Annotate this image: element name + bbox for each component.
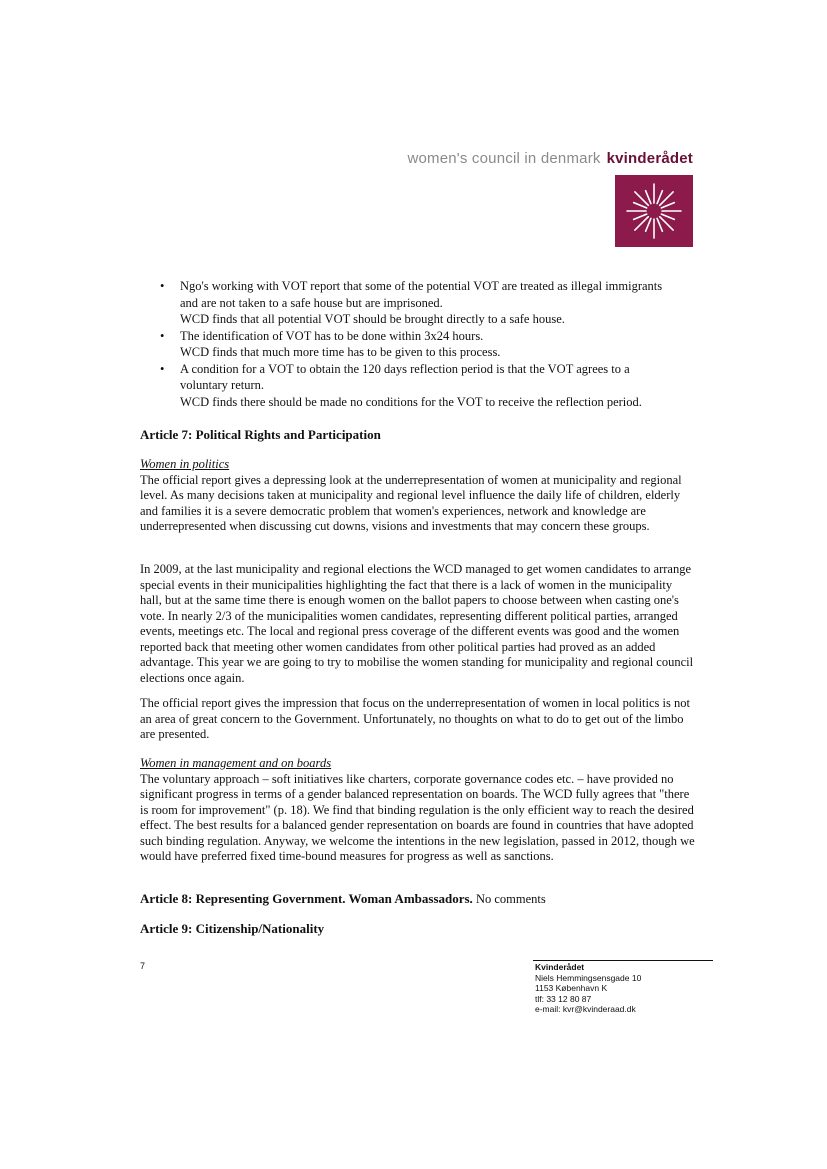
sunburst-ray bbox=[657, 191, 662, 204]
list-item bbox=[160, 328, 680, 361]
sunburst-ray bbox=[657, 218, 662, 231]
bullet-icon: • bbox=[160, 361, 165, 376]
bullet-text: A condition for a VOT to obtain the 120 days reflection period is that the VOT agrees to a voluntary return. bbox=[180, 361, 630, 392]
bullet-finding: WCD finds that much more time has to be given to this process. bbox=[180, 345, 501, 359]
sunburst-ray bbox=[661, 203, 674, 208]
article-9 bbox=[140, 921, 695, 937]
paragraph: In 2009, at the last municipality and regional elections the WCD managed to get women candidates to arrange special events in their municipalities highlighting the fact that there is a lack of women in the municipality hall, but at the same time there is enough women on the ballot papers to choose between when casting one's vote. In nearly 2/3 of the municipalities women candidates, representing different political parties, arranged events, meetings etc. The local and regional press coverage of the different events was good and the women reported back that meeting other women candidates from other political parties had proved as an added advantage. This year we are going to try to mobilise the women standing for municipality and regional council elections once again. bbox=[140, 562, 694, 685]
sunburst-ray bbox=[661, 214, 674, 219]
bullet-icon: • bbox=[160, 279, 165, 293]
bullet-finding: WCD finds there should be made no conditions for the VOT to receive the reflection period. bbox=[180, 394, 642, 409]
article-7-heading bbox=[140, 427, 695, 443]
footer-street: Niels Hemmingsensgade 10 bbox=[535, 972, 642, 983]
organization-header bbox=[0, 150, 693, 167]
sunburst-ray bbox=[646, 218, 651, 231]
sunburst-ray bbox=[634, 203, 647, 208]
kvinderadet-logo bbox=[615, 175, 693, 247]
subheading-women-in-management: Women in management and on boards bbox=[140, 756, 332, 770]
paragraph: The official report gives a depressing look at the underrepresentation of women at municipality and regional level. As many decisions taken at municipality and regional level influence the daily life of children, elderly and families it is a severe democratic problem that women's experiences, network and knowledge are underrepresented when discussing cut downs, visions and investments that may concern these groups. bbox=[140, 472, 682, 533]
bullet-finding: WCD finds that all potential VOT should be brought directly to a safe house. bbox=[180, 312, 565, 326]
paragraph: The official report gives the impression that focus on the underrepresentation of women in local politics is not an area of great concern to the Government. Unfortunately, no thoughts on what to do to get out of the limbo are presented. bbox=[140, 696, 690, 741]
article-7-body bbox=[140, 457, 695, 535]
no-comments-text: No comments bbox=[472, 892, 546, 906]
article-7-government bbox=[140, 696, 695, 743]
sunburst-icon bbox=[615, 175, 693, 247]
bullet-icon: • bbox=[160, 328, 165, 343]
section-heading: Article 9: Citizenship/Nationality bbox=[140, 921, 325, 936]
article-8 bbox=[140, 891, 695, 908]
subheading-women-in-politics: Women in politics bbox=[140, 457, 230, 471]
list-item bbox=[160, 278, 680, 328]
org-english-name: women's council in denmark bbox=[407, 150, 601, 167]
org-danish-name: kvinderådet bbox=[606, 150, 693, 167]
section-heading: Article 7: Political Rights and Participation bbox=[140, 427, 381, 442]
footer-divider bbox=[533, 960, 713, 961]
section-heading: Article 8: Representing Government. Woman Ambassadors. bbox=[140, 891, 473, 906]
bullet-text: Ngo's working with VOT report that some of the potential VOT are treated as illegal immigrants and are not taken to a safe house but are imprisoned. bbox=[180, 279, 663, 310]
list-item bbox=[160, 361, 680, 411]
article-7-management bbox=[140, 756, 695, 865]
footer-email: e-mail: kvr@kvinderaad.dk bbox=[535, 1004, 636, 1014]
footer-city: 1153 København K bbox=[535, 983, 608, 993]
bullet-text: The identification of VOT has to be done within 3x24 hours. bbox=[180, 328, 484, 343]
page-number: 7 bbox=[140, 961, 146, 971]
vot-findings-list bbox=[160, 278, 680, 410]
footer-address bbox=[535, 962, 641, 1015]
article-7-elections bbox=[140, 562, 695, 686]
footer-org-name: Kvinderådet bbox=[535, 962, 585, 972]
sunburst-ray bbox=[634, 214, 647, 219]
paragraph: The voluntary approach – soft initiatives like charters, corporate governance codes etc. – have provided no significant progress in terms of a gender balanced representation on boards. The WCD fully agrees that "there is room for improvement" (p. 18). We find that binding regulation is the only efficient way to reach the desired effect. The best results for a balanced gender representation on boards are found in countries that have adopted such binding regulation. Anyway, we welcome the intentions in the new legislation, passed in 2012, though we would have preferred fixed time-bound measures for progress as well as sanctions. bbox=[140, 771, 695, 863]
footer-phone: tlf: 33 12 80 87 bbox=[535, 993, 592, 1004]
sunburst-ray bbox=[646, 191, 651, 204]
